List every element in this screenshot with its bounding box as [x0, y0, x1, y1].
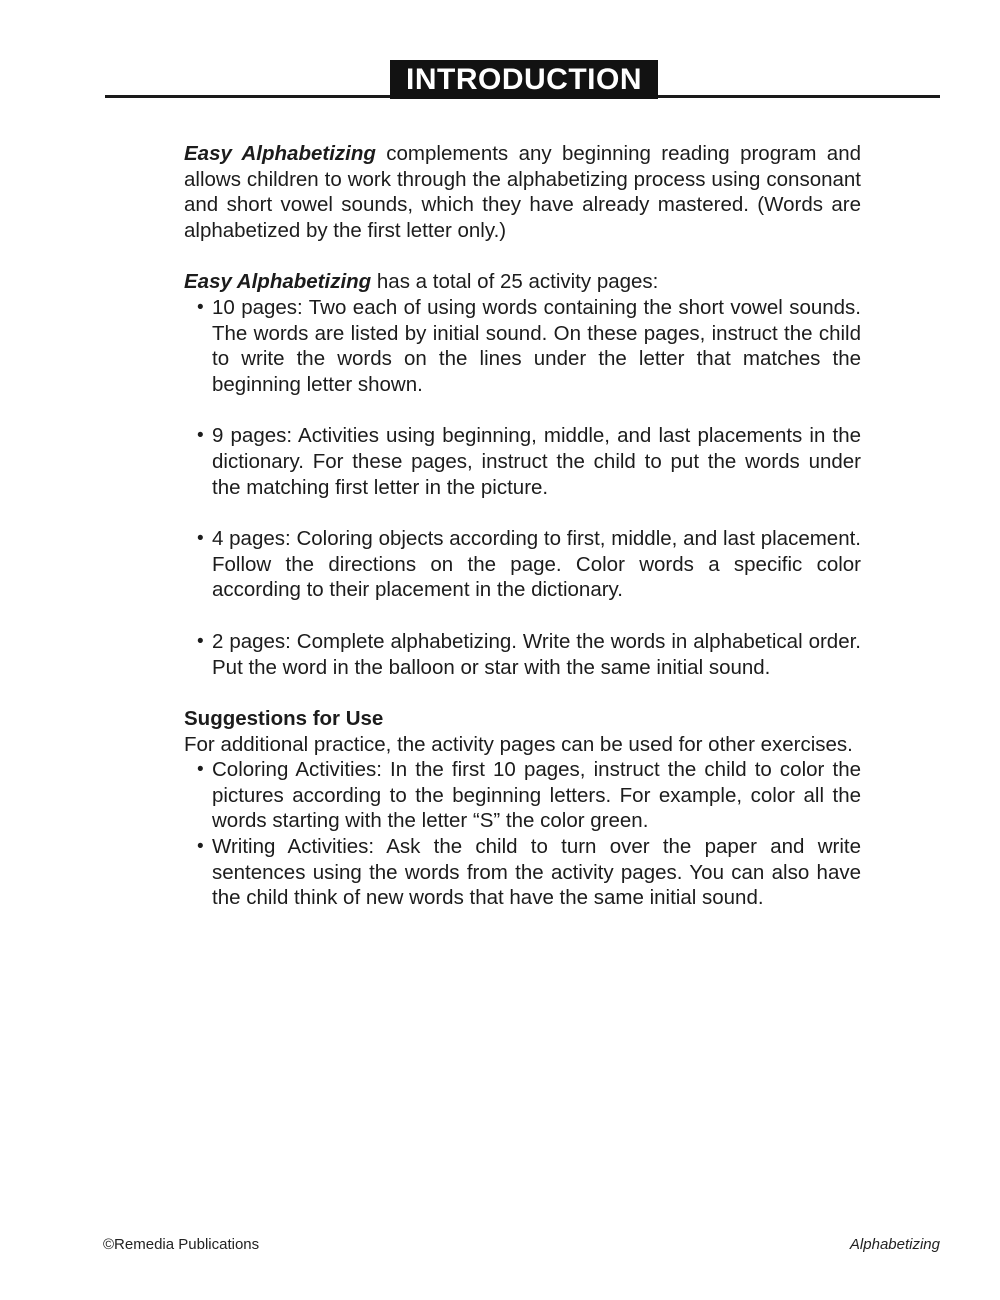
bullet-marker: •: [197, 836, 204, 858]
page-title: INTRODUCTION: [390, 60, 658, 99]
bullet-marker: •: [197, 425, 204, 447]
suggestions-bullet-list: [184, 757, 861, 911]
list-item-text: 10 pages: Two each of using words containing the short vowel sounds. The words are listed by initial sound. On these pages, instruct the child to write the words on the lines under the letter that matches the beginning letter shown.: [212, 295, 861, 396]
list-item: [184, 757, 861, 834]
list-item-text: Coloring Activities: In the first 10 pages, instruct the child to color the pictures according to the beginning letters. For example, color all the words starting with the letter “S” the color green.: [212, 758, 861, 833]
page-header: [0, 0, 1000, 110]
activity-lead-text: has a total of 25 activity pages:: [371, 270, 659, 294]
suggestions-heading: Suggestions for Use: [184, 707, 384, 731]
list-item: [184, 295, 861, 397]
bullet-marker: •: [197, 630, 204, 652]
list-item-text: 9 pages: Activities using beginning, middle, and last placements in the dictionary. For these pages, instruct the child to put the words under the matching first letter in the picture.: [212, 424, 861, 499]
activity-lead-line: [184, 269, 861, 295]
publisher-credit: ©Remedia Publications: [103, 1236, 260, 1253]
document-body: [184, 141, 861, 911]
page-footer: [103, 1236, 940, 1253]
list-item-text: 4 pages: Coloring objects according to first, middle, and last placement. Follow the directions on the page. Color words a specific color according to their placement in the dictionary.: [212, 527, 861, 602]
list-item-text: Writing Activities: Ask the child to turn over the paper and write sentences using the words from the activity pages. You can also have the child think of new words that have the same initial sound.: [212, 835, 861, 910]
list-item: [184, 629, 861, 680]
book-title: Easy Alphabetizing: [184, 142, 376, 165]
list-item-text: 2 pages: Complete alphabetizing. Write the words in alphabetical order. Put the word in the balloon or star with the same initial sound.: [212, 629, 861, 679]
list-item: [184, 526, 861, 603]
intro-paragraph: [184, 141, 861, 243]
bullet-marker: •: [197, 528, 204, 550]
book-title: Easy Alphabetizing: [184, 270, 372, 294]
footer-series-label: Alphabetizing: [849, 1236, 940, 1253]
bullet-marker: •: [197, 296, 204, 318]
bullet-marker: •: [197, 759, 204, 781]
list-item: [184, 834, 861, 911]
suggestions-paragraph: For additional practice, the activity pages can be used for other exercises.: [184, 732, 853, 756]
list-item: [184, 423, 861, 500]
intro-paragraph-text: complements any beginning reading program and allows children to work through the alphabetizing process using consonant and short vowel sounds, which they have already mastered. (Words are alphabetized by the first letter only.): [184, 142, 861, 242]
activity-bullet-list: [184, 295, 861, 680]
